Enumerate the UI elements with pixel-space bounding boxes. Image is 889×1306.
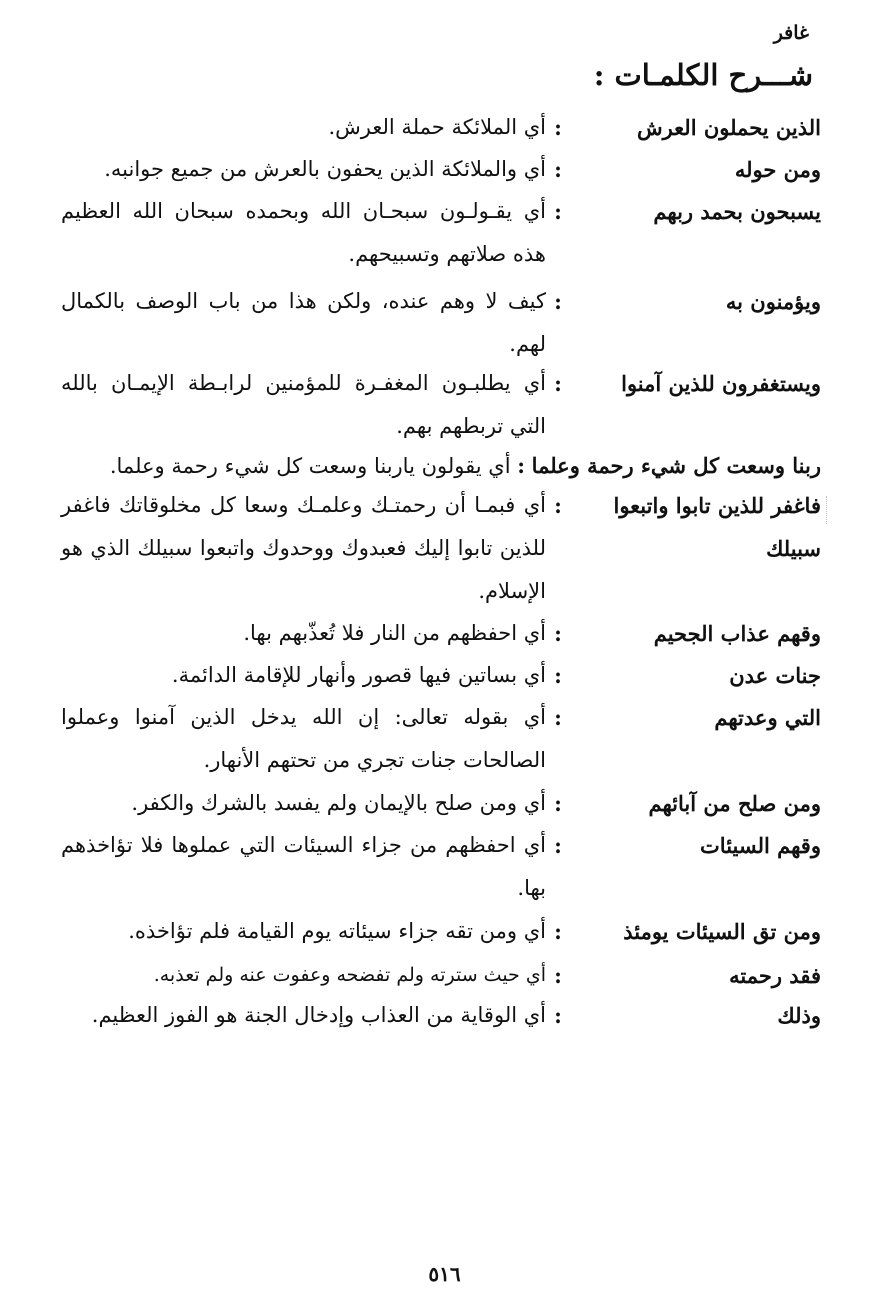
glossary-entry xyxy=(61,782,821,824)
entry-colon: : xyxy=(554,791,562,816)
entry-gloss: أي يطلبـون المغفـرة للمؤمنين لرابـطة الإيمـان بالله التي تربطهم بهم. xyxy=(61,371,546,438)
entry-term: فقد رحمته xyxy=(729,963,821,988)
glossary-entry xyxy=(61,362,821,444)
entry-term: ومن حوله xyxy=(734,157,821,182)
glossary-list xyxy=(61,106,821,1036)
glossary-entry xyxy=(61,696,821,782)
entry-term: جنات عدن xyxy=(729,663,821,688)
entry-colon: : xyxy=(554,705,562,730)
entry-gloss: أي بقوله تعالى: إن الله يدخل الذين آمنوا وعملوا الصالحات جنات تجري من تحتهم الأنهار. xyxy=(61,705,546,772)
entry-colon: : xyxy=(554,1003,562,1028)
entry-term: وقهم السيئات xyxy=(700,833,821,858)
entry-gloss: أي يقولون ياربنا وسعت كل شيء رحمة وعلما. xyxy=(109,454,511,478)
glossary-entry xyxy=(61,824,821,910)
entry-term: فاغفر للذين تابوا واتبعوا سبيلك xyxy=(613,493,821,561)
page-number: ٥١٦ xyxy=(428,1262,461,1286)
entry-gloss: أي فبمـا أن رحمتـك وعلمـك وسعا كل مخلوقاتك فاغفر للذين تابوا إليك فعبدوك ووحدوك واتبعوا سبيلك الذي هو الإسلام. xyxy=(61,493,546,603)
entry-gloss: كيف لا وهم عنده، ولكن هذا من باب الوصف بالكمال لهم. xyxy=(61,289,546,356)
entry-term: وقهم عذاب الجحيم xyxy=(653,621,821,646)
entry-colon: : xyxy=(554,157,562,182)
entry-term: يسبحون بحمد ربهم xyxy=(653,199,821,224)
entry-colon: : xyxy=(554,833,562,858)
glossary-entry xyxy=(61,612,821,654)
entry-term: ويؤمنون به xyxy=(725,289,821,314)
section-title: شـــرح الكلمـات : xyxy=(593,58,813,92)
entry-term: ويستغفرون للذين آمنوا xyxy=(621,371,821,396)
entry-gloss: أي يقـولـون سبحـان الله وبحمده سبحان الله العظيم هذه صلاتهم وتسبيحهم. xyxy=(61,199,546,266)
scan-artifact xyxy=(826,496,837,524)
glossary-entry xyxy=(61,148,821,190)
entry-colon: : xyxy=(554,115,562,140)
entry-term: ومن صلح من آبائهم xyxy=(648,791,821,816)
entry-colon: : xyxy=(554,371,562,396)
entry-term: ربنا وسعت كل شيء رحمة وعلما xyxy=(531,453,821,478)
entry-term: التي وعدتهم xyxy=(714,705,821,730)
entry-colon: : xyxy=(554,663,562,688)
entry-colon: : xyxy=(554,621,562,646)
glossary-entry xyxy=(61,994,821,1036)
entry-gloss: أي احفظهم من جزاء السيئات التي عملوها فلا تؤاخذهم بها. xyxy=(61,833,546,900)
glossary-entry xyxy=(61,954,821,994)
entry-colon: : xyxy=(554,963,562,988)
entry-term: وذلك xyxy=(777,1003,821,1028)
entry-term: ومن تق السيئات يومئذ xyxy=(623,919,821,944)
entry-gloss: أي احفظهم من النار فلا تُعذّبهم بها. xyxy=(243,621,546,645)
entry-gloss: أي حيث سترته ولم تفضحه وعفوت عنه ولم تعذبه. xyxy=(153,964,546,986)
entry-gloss: أي والملائكة الذين يحفون بالعرش من جميع جوانبه. xyxy=(104,157,546,181)
entry-colon: : xyxy=(554,919,562,944)
entry-gloss: أي ومن تقه جزاء سيئاته يوم القيامة فلم تؤاخذه. xyxy=(128,919,546,943)
glossary-entry xyxy=(61,654,821,696)
glossary-entry xyxy=(61,106,821,148)
glossary-entry xyxy=(61,484,821,612)
entry-colon: : xyxy=(554,199,562,224)
entry-gloss: أي بساتين فيها قصور وأنهار للإقامة الدائمة. xyxy=(171,663,546,687)
glossary-entry-inline xyxy=(61,444,821,484)
entry-colon: : xyxy=(554,493,562,518)
entry-colon: : xyxy=(554,289,562,314)
entry-term: الذين يحملون العرش xyxy=(636,115,821,140)
entry-gloss: أي الملائكة حملة العرش. xyxy=(328,115,546,139)
glossary-entry xyxy=(61,190,821,280)
glossary-entry xyxy=(61,910,821,954)
entry-colon: : xyxy=(517,453,525,478)
entry-gloss: أي الوقاية من العذاب وإدخال الجنة هو الفوز العظيم. xyxy=(91,1003,546,1027)
running-head: غافر xyxy=(773,22,809,44)
glossary-entry xyxy=(61,280,821,362)
entry-gloss: أي ومن صلح بالإيمان ولم يفسد بالشرك والكفر. xyxy=(131,791,546,815)
